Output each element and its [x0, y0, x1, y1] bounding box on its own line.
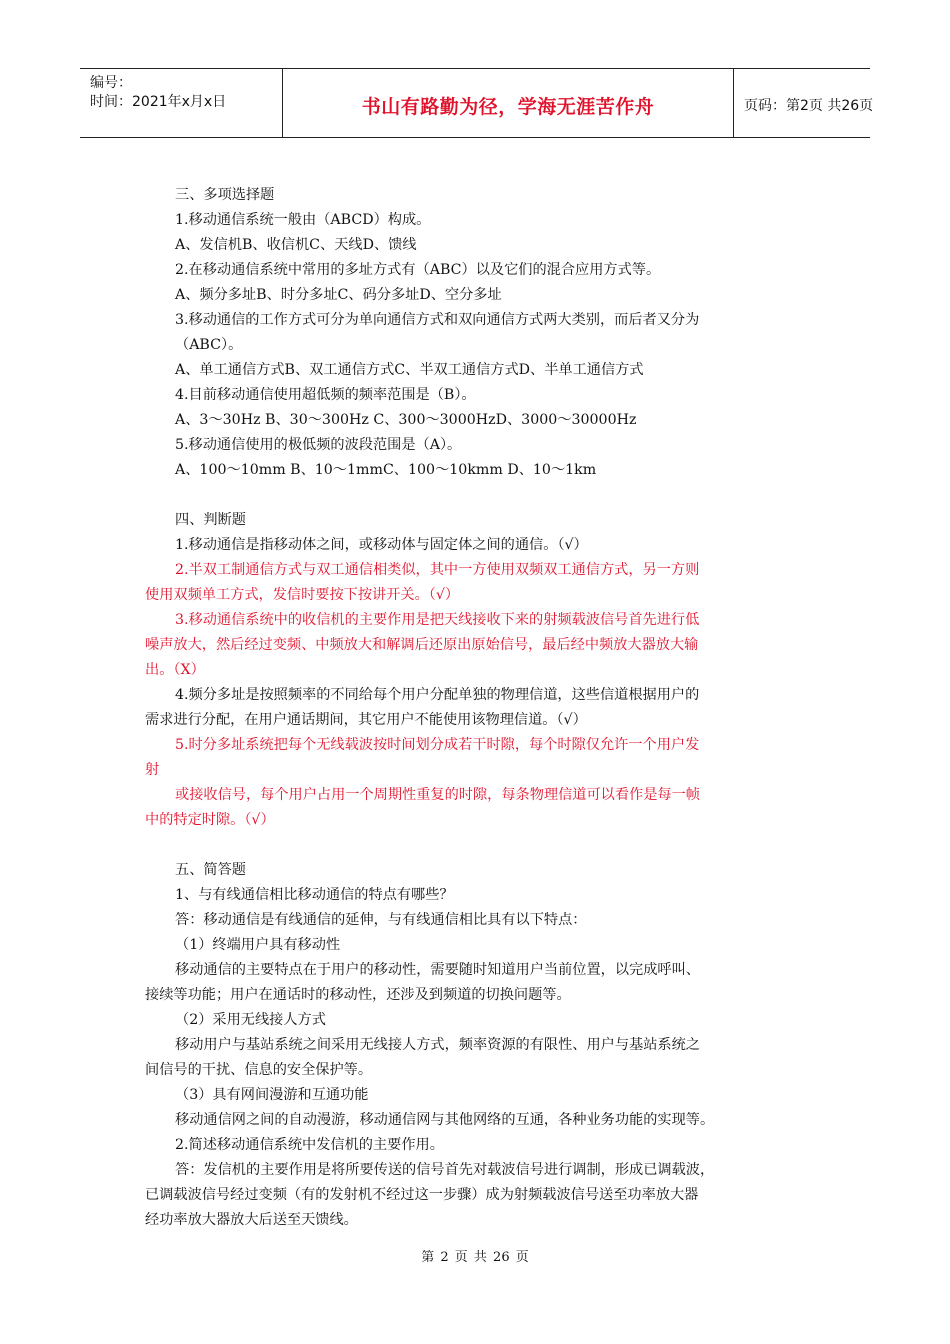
answer: 经功率放大器放大后送至天馈线。 — [145, 1212, 358, 1228]
answer: 移动用户与基站系统之间采用无线接人方式，频率资源的有限性、用户与基站系统之 — [175, 1037, 700, 1053]
answer: 接续等功能；用户在通话时的移动性，还涉及到频道的切换问题等。 — [145, 987, 571, 1003]
section-title: 五、简答题 — [175, 862, 246, 878]
judgment-highlight: 或接收信号，每个用户占用一个周期性重复的时隙，每条物理信道可以看作是每一帧 — [175, 787, 700, 803]
question: 1、与有线通信相比移动通信的特点有哪些？ — [175, 887, 454, 903]
time-label: 时间：2021年x月x日 — [90, 94, 227, 110]
judgment: 4.频分多址是按照频率的不同给每个用户分配单独的物理信道，这些信道根据用户的 — [175, 687, 700, 703]
answer: 移动通信的主要特点在于用户的移动性，需要随时知道用户当前位置，以完成呼叫、 — [175, 962, 700, 978]
question: 3.移动通信的工作方式可分为单向通信方式和双向通信方式两大类别，而后者又分为 — [175, 312, 700, 328]
section-title: 四、判断题 — [175, 512, 246, 528]
answer: 移动通信网之间的自动漫游，移动通信网与其他网络的互通，各种业务功能的实现等。 — [175, 1112, 715, 1128]
point-title: （1）终端用户具有移动性 — [175, 937, 341, 953]
options: A、3～30Hz B、30～300Hz C、300～3000HzD、3000～30000Hz — [175, 412, 637, 428]
options: A、100～10mm B、10～1mmC、100～10kmm D、10～1km — [175, 462, 597, 478]
header-motto-cell — [282, 69, 734, 137]
judgment: 1.移动通信是指移动体之间，或移动体与固定体之间的通信。（√） — [175, 537, 588, 553]
answer: 答：发信机的主要作用是将所要传送的信号首先对载波信号进行调制，形成已调载波， — [175, 1162, 715, 1178]
number-label: 编号： — [90, 75, 132, 91]
judgment-highlight: 3.移动通信系统中的收信机的主要作用是把天线接收下来的射频载波信号首先进行低 — [175, 612, 700, 628]
page-footer: 第 2 页 共 26 页 — [421, 1250, 529, 1265]
judgment: 需求进行分配，在用户通话期间，其它用户不能使用该物理信道。（√） — [145, 712, 587, 728]
judgment-highlight: 噪声放大，然后经过变频、中频放大和解调后还原出原始信号，最后经中频放大器放大输 — [145, 637, 699, 653]
question-cont: （ABC）。 — [175, 337, 243, 353]
header-meta — [80, 69, 282, 137]
options: A、单工通信方式B、双工通信方式C、半双工通信方式D、半单工通信方式 — [175, 362, 644, 378]
answer: 间信号的干扰、信息的安全保护等。 — [145, 1062, 373, 1078]
motto: 书山有路勤为径，学海无涯苦作舟 — [361, 96, 655, 118]
answer: 答：移动通信是有线通信的延伸，与有线通信相比具有以下特点： — [175, 912, 587, 928]
judgment-highlight: 2.半双工制通信方式与双工通信相类似，其中一方使用双频双工通信方式，另一方则 — [175, 562, 700, 578]
judgment-highlight: 出。（X） — [145, 662, 205, 678]
question: 4.目前移动通信使用超低频的频率范围是（B）。 — [175, 387, 476, 403]
judgment-highlight: 使用双频单工方式，发信时要按下按讲开关。（√） — [145, 587, 460, 603]
answer: 已调载波信号经过变频（有的发射机不经过这一步骤）成为射频载波信号送至功率放大器 — [145, 1187, 699, 1203]
page-header — [80, 68, 874, 138]
question: 5.移动通信使用的极低频的波段范围是（A）。 — [175, 437, 462, 453]
point-title: （3）具有网间漫游和互通功能 — [175, 1087, 369, 1103]
page-info: 页码：第2页 共26页 — [744, 98, 874, 114]
judgment-highlight: 射 — [145, 762, 160, 778]
point-title: （2）采用无线接人方式 — [175, 1012, 326, 1028]
judgment-highlight: 5.时分多址系统把每个无线载波按时间划分成若干时隙，每个时隙仅允许一个用户发 — [175, 737, 700, 753]
section-title: 三、多项选择题 — [175, 187, 275, 203]
options: A、发信机B、收信机C、天线D、馈线 — [175, 237, 417, 253]
question: 1.移动通信系统一般由（ABCD）构成。 — [175, 212, 431, 228]
options: A、频分多址B、时分多址C、码分多址D、空分多址 — [175, 287, 502, 303]
judgment-highlight: 中的特定时隙。（√） — [145, 812, 275, 828]
document-body — [145, 183, 811, 1233]
question: 2.在移动通信系统中常用的多址方式有（ABC）以及它们的混合应用方式等。 — [175, 262, 661, 278]
header-page-cell — [732, 69, 874, 137]
question: 2.简述移动通信系统中发信机的主要作用。 — [175, 1137, 444, 1153]
